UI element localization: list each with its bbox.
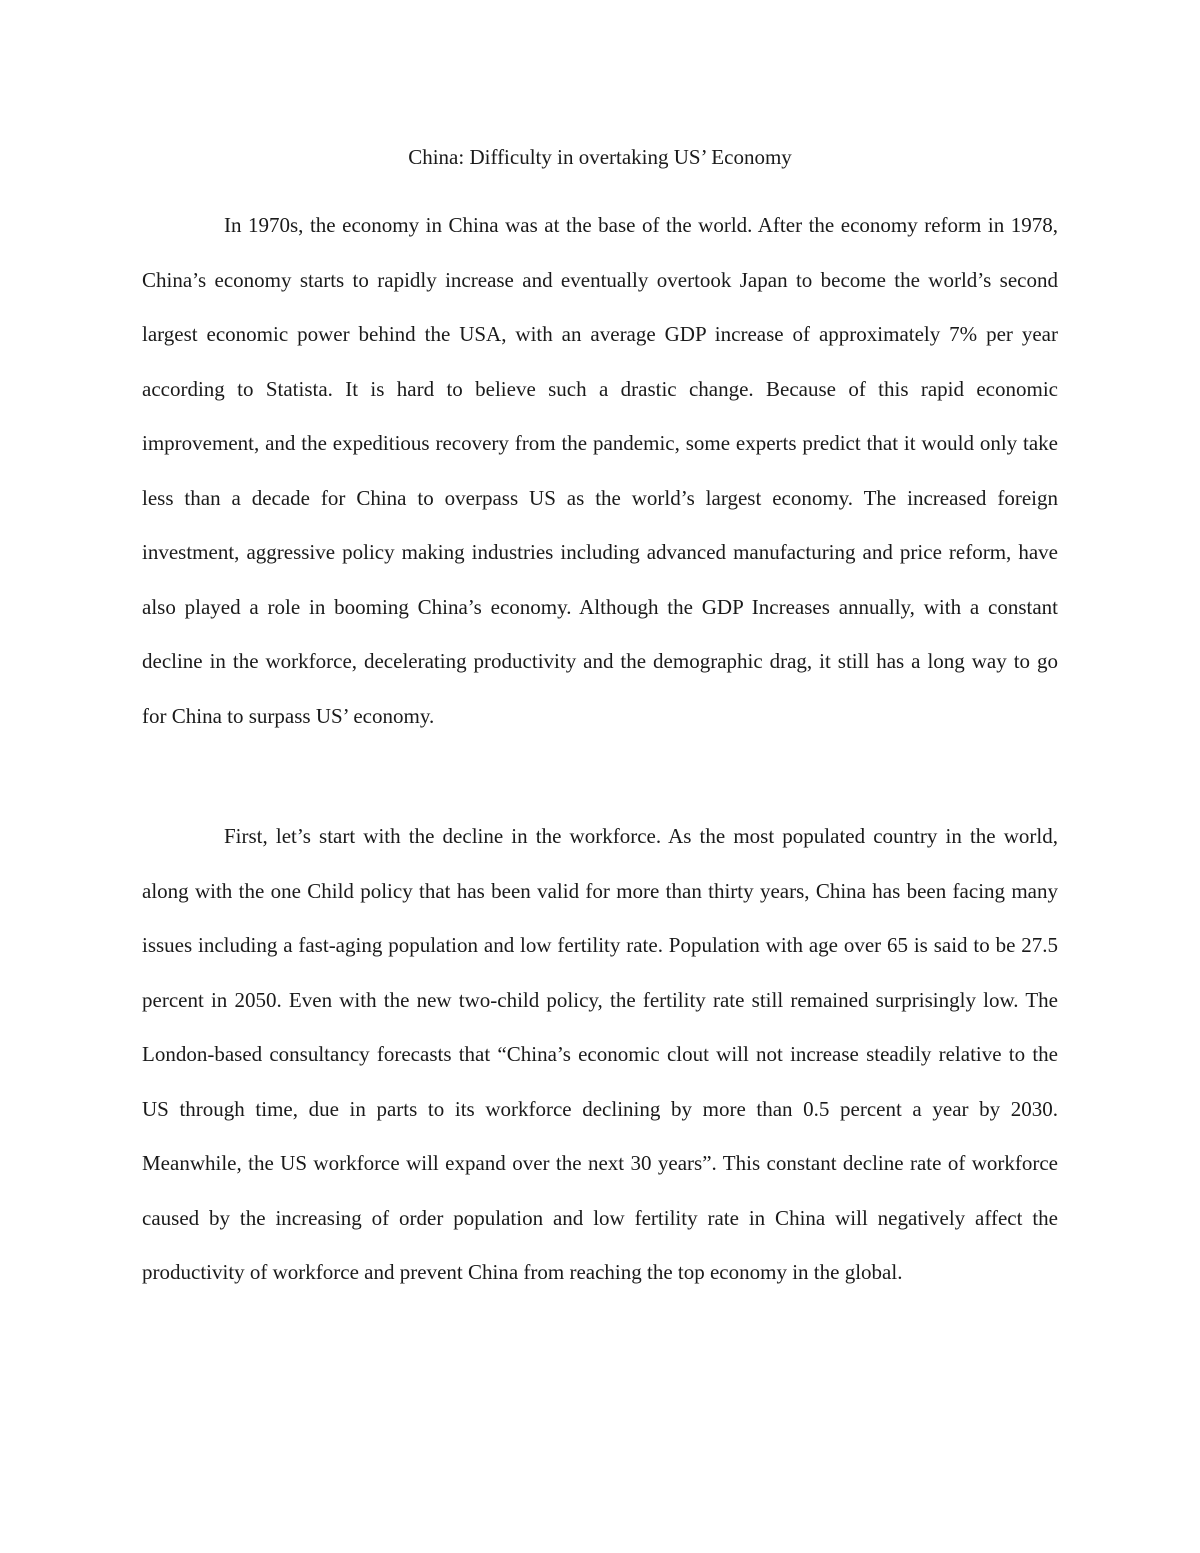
paragraph-1: In 1970s, the economy in China was at the base of the world. After the economy reform in 1978, China’s economy starts to rapidly increase and eventually overtook Japan to become the world’s second largest economic power behind the USA, with an average GDP increase of approximately 7% per year according to Statista. It is hard to believe such a drastic change. Because of this rapid economic improvement, and the expeditious recovery from the pandemic, some experts predict that it would only take less than a decade for China to overpass US as the world’s largest economy. The increased foreign investment, aggressive policy making industries including advanced manufacturing and price reform, have also played a role in booming China’s economy. Although the GDP Increases annually, with a constant decline in the workforce, decelerating productivity and the demographic drag, it still has a long way to go for China to surpass US’ economy.: [142, 213, 1058, 728]
document-title: China: Difficulty in overtaking US’ Economy: [408, 145, 792, 169]
paragraph-2: First, let’s start with the decline in the workforce. As the most populated country in the world, along with the one Child policy that has been valid for more than thirty years, China has been facing many issues including a fast-aging population and low fertility rate. Population with age over 65 is said to be 27.5 percent in 2050. Even with the new two-child policy, the fertility rate still remained surprisingly low. The London-based consultancy forecasts that “China’s economic clout will not increase steadily relative to the US through time, due in parts to its workforce declining by more than 0.5 percent a year by 2030. Meanwhile, the US workforce will expand over the next 30 years”. This constant decline rate of workforce caused by the increasing of order population and low fertility rate in China will negatively affect the productivity of workforce and prevent China from reaching the top economy in the global.: [142, 824, 1058, 1284]
